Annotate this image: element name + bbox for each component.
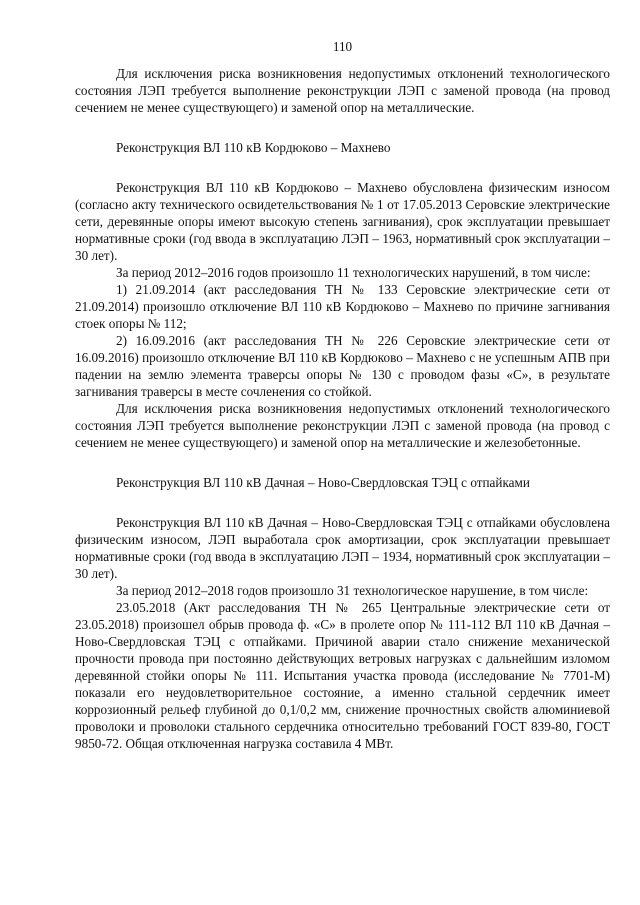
document-page bbox=[75, 38, 610, 752]
list-item: 2) 16.09.2016 (акт расследования ТН № 226 Серовские электрические сети от 16.09.2016) произошло отключение ВЛ 110 кВ Кордюково – Махнево с не успешным АПВ при падении на землю элемента траверсы опоры № 130 с проводом фазы «С», в результате загнивания траверсы в месте сочленения со стойкой. bbox=[75, 333, 610, 399]
page-number: 110 bbox=[332, 39, 353, 54]
paragraph: Реконструкция ВЛ 110 кВ Дачная – Ново-Свердловская ТЭЦ с отпайками обусловлена физическим износом, ЛЭП выработала срок амортизации, срок эксплуатации превышает нормативные сроки (год ввода в эксплуатацию ЛЭП – 1934, нормативный срок эксплуатации – 30 лет). bbox=[75, 515, 610, 581]
section-heading-dachnaya: Реконструкция ВЛ 110 кВ Дачная – Ново-Свердловская ТЭЦ с отпайками bbox=[116, 475, 530, 490]
list-item: 1) 21.09.2014 (акт расследования ТН № 133 Серовские электрические сети от 21.09.2014) произошло отключение ВЛ 110 кВ Кордюково – Махнево по причине загнивания стоек опоры № 112; bbox=[75, 282, 610, 331]
paragraph: За период 2012–2016 годов произошло 11 технологических нарушений, в том числе: bbox=[116, 265, 591, 280]
paragraph: Для исключения риска возникновения недопустимых отклонений технологического состояния ЛЭП требуется выполнение реконструкции ЛЭП с заменой провода (на провод с сечением не менее существующего) и заменой опор на металлические и железобетонные. bbox=[75, 401, 610, 450]
section-heading-kordyukovo: Реконструкция ВЛ 110 кВ Кордюково – Махнево bbox=[116, 140, 391, 155]
intro-paragraph: Для исключения риска возникновения недопустимых отклонений технологического состояния ЛЭП требуется выполнение реконструкции ЛЭП с заменой провода (на провод сечением не менее существующего) и заменой опор на металлические. bbox=[75, 66, 610, 115]
paragraph: За период 2012–2018 годов произошло 31 технологическое нарушение, в том числе: bbox=[116, 583, 589, 598]
paragraph: 23.05.2018 (Акт расследования ТН № 265 Центральные электрические сети от 23.05.2018) произошел обрыв провода ф. «С» в пролете опор № 111-112 ВЛ 110 кВ Дачная – Ново-Свердловская ТЭЦ с отпайками. Причиной аварии стало снижение механической прочности провода при постоянно действующих ветровых нагрузках с дальнейшим изломом деревянной стойки опоры № 111. Испытания участка провода (исследование № 7701-М) показали его неудовлетворительное состояние, а именно стальной сердечник имеет коррозионный рельеф глубиной до 0,1/0,2 мм, снижение прочностных свойств алюминиевой проволоки и проволоки стального сердечника относительно требований ГОСТ 839-80, ГОСТ 9850-72. Общая отключенная нагрузка составила 4 МВт. bbox=[75, 600, 610, 751]
paragraph: Реконструкция ВЛ 110 кВ Кордюково – Махнево обусловлена физическим износом (согласно акту технического освидетельствования № 1 от 17.05.2013 Серовские электрические сети, деревянные опоры имеют высокую степень загнивания), срок эксплуатации превышает нормативные сроки (год ввода в эксплуатацию ЛЭП – 1963, нормативный срок эксплуатации – 30 лет). bbox=[75, 180, 610, 263]
